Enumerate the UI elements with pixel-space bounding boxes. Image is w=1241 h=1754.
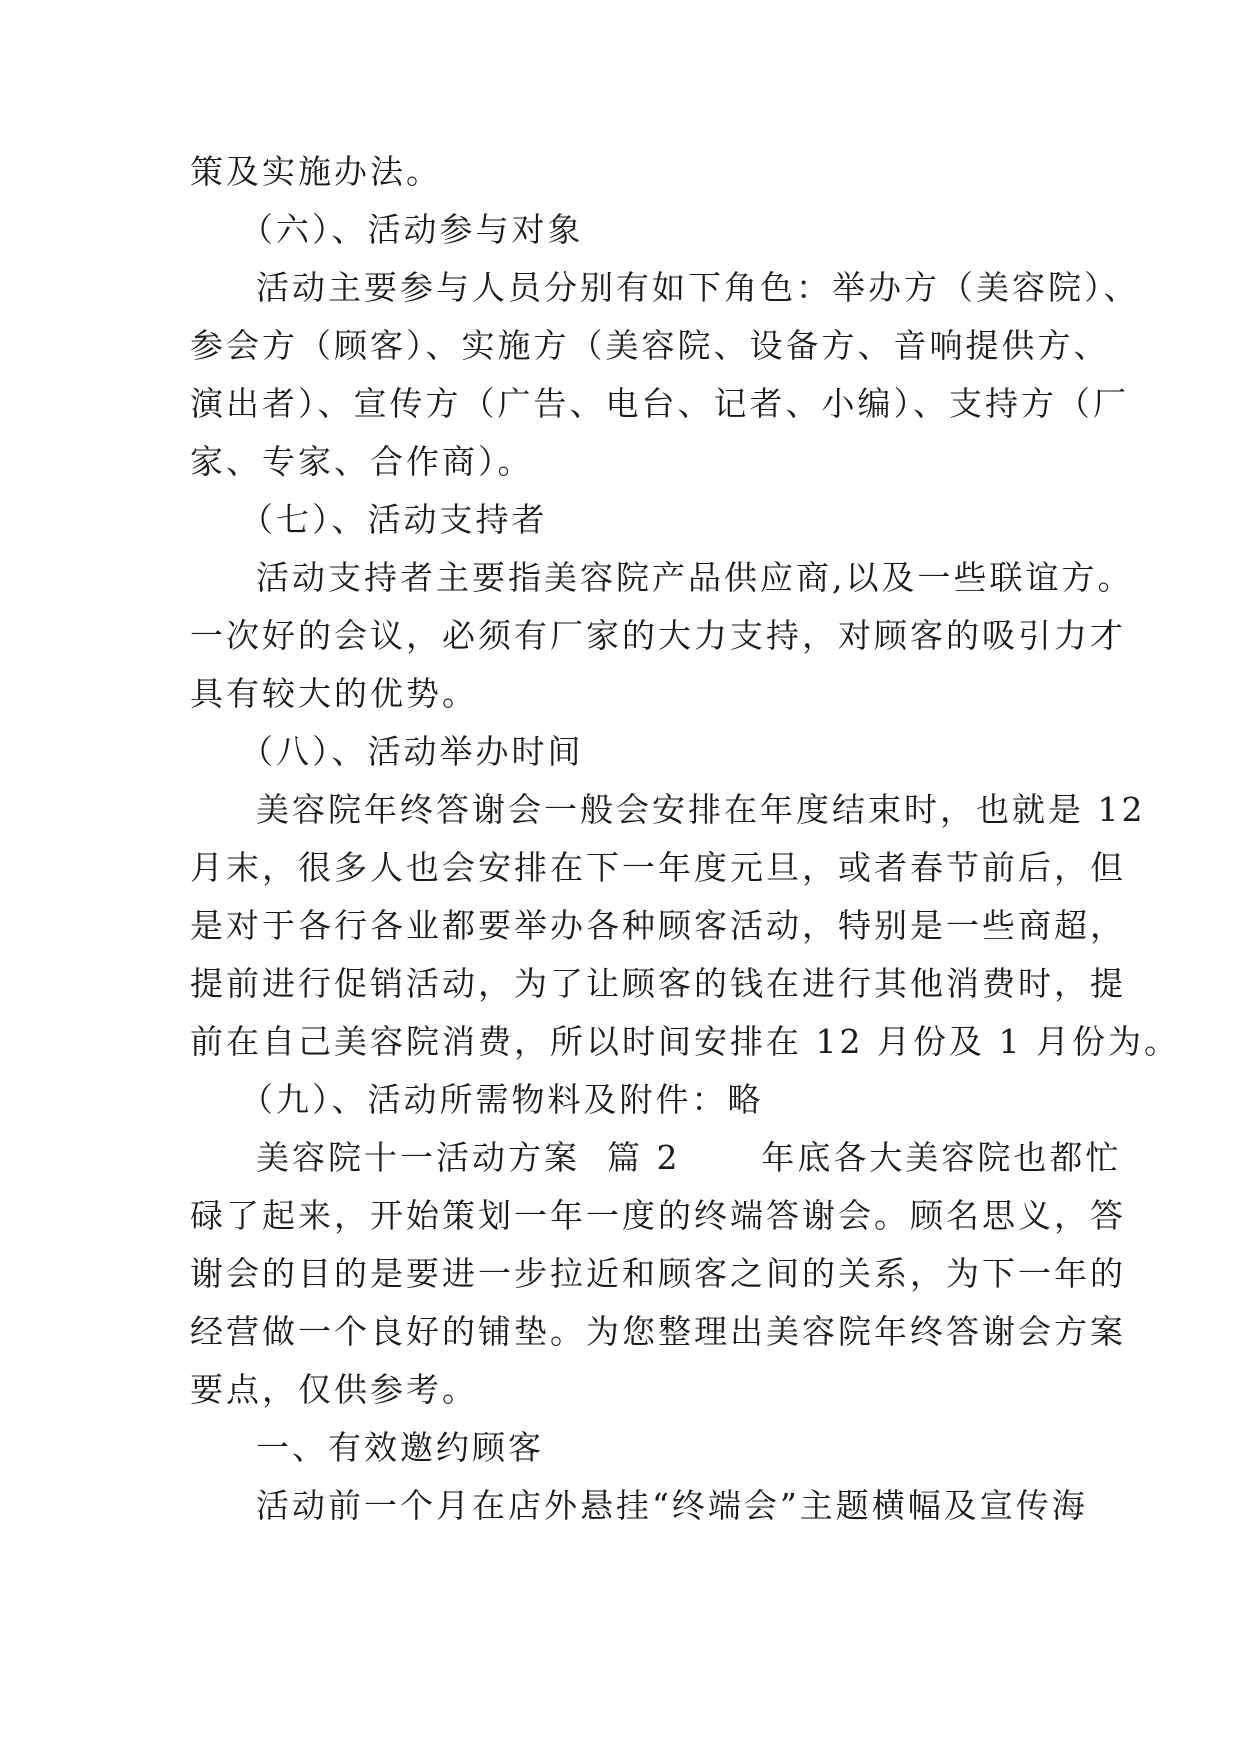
paragraph-line: 家、专家、合作商）。 (190, 442, 534, 481)
paragraph-line: 提前进行促销活动，为了让顾客的钱在进行其他消费时，提 (190, 964, 1126, 1003)
section-heading: （八）、活动举办时间 (240, 732, 584, 771)
paragraph-line: 活动前一个月在店外悬挂“终端会”主题横幅及宣传海 (256, 1486, 1088, 1525)
section-heading: 一、有效邀约顾客 (256, 1428, 544, 1467)
paragraph-line: 要点，仅供参考。 (190, 1370, 478, 1409)
paragraph-line: 谢会的目的是要进一步拉近和顾客之间的关系，为下一年的 (190, 1254, 1126, 1293)
paragraph-line: 演出者）、宣传方（广告、电台、记者、小编）、支持方（厂 (190, 384, 1129, 423)
text-line: 策及实施办法。 (190, 152, 442, 191)
section-heading: （六）、活动参与对象 (240, 210, 584, 249)
paragraph-line: 碌了起来，开始策划一年一度的终端答谢会。顾名思义，答 (190, 1196, 1126, 1235)
paragraph-line: 活动支持者主要指美容院产品供应商,以及一些联谊方。 (256, 558, 1134, 597)
section-heading: （九）、活动所需物料及附件：略 (240, 1080, 764, 1119)
paragraph-line: 是对于各行各业都要举办各种顾客活动，特别是一些商超， (190, 906, 1126, 945)
paragraph-line: 活动主要参与人员分别有如下角色：举办方（美容院）、 (256, 268, 1140, 307)
paragraph-line: 美容院十一活动方案 篇 2 年底各大美容院也都忙 (256, 1138, 1122, 1177)
paragraph-line: 月末，很多人也会安排在下一年度元旦，或者春节前后，但 (190, 848, 1126, 887)
paragraph-line: 经营做一个良好的铺垫。为您整理出美容院年终答谢会方案 (190, 1312, 1126, 1351)
paragraph-line: 美容院年终答谢会一般会安排在年度结束时，也就是 12 (256, 790, 1146, 829)
paragraph-line: 前在自己美容院消费，所以时间安排在 12 月份及 1 月份为。 (190, 1022, 1180, 1061)
paragraph-line: 具有较大的优势。 (190, 674, 478, 713)
paragraph-line: 一次好的会议，必须有厂家的大力支持，对顾客的吸引力才 (190, 616, 1126, 655)
section-heading: （七）、活动支持者 (240, 500, 548, 539)
paragraph-line: 参会方（顾客）、实施方（美容院、设备方、音响提供方、 (190, 326, 1110, 365)
